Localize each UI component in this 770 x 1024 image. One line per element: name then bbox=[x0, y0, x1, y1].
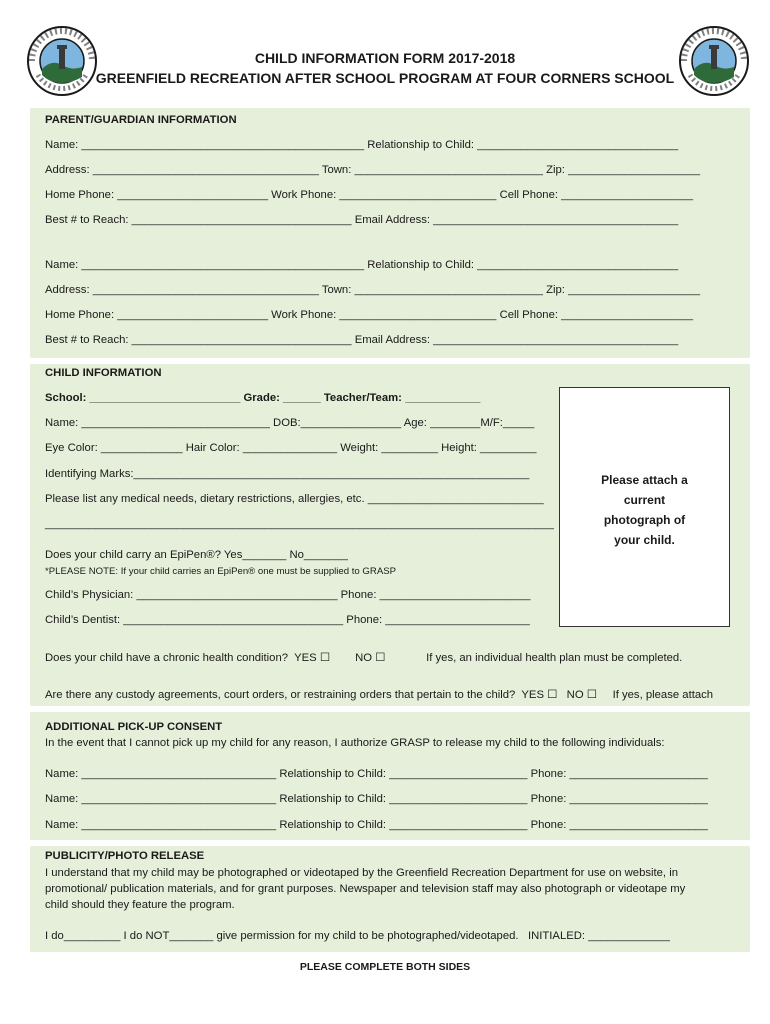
parent-guardian-section bbox=[30, 108, 750, 358]
pickup-intro: In the event that I cannot pick up my child for any reason, I authorize GRASP to release my child to the following individuals: bbox=[45, 737, 665, 749]
medical-needs-field[interactable]: Please list any medical needs, dietary restrictions, allergies, etc. ____________________________ bbox=[45, 493, 544, 505]
pickup-person-3-field[interactable]: Name: _______________________________ Relationship to Child: ______________________ Phone: ______________________ bbox=[45, 819, 708, 831]
epipen-note: *PLEASE NOTE: If your child carries an EpiPen® one must be supplied to GRASP bbox=[45, 566, 397, 577]
guardian1-phone-field[interactable]: Home Phone: ________________________ Work Phone: _________________________ Cell Phone: _____________________ bbox=[45, 189, 694, 201]
release-paragraph-line: promotional/ publication materials, and for grant purposes. Newspaper and television staff may also photograph or videotape my bbox=[45, 883, 686, 895]
release-paragraph-line: child should they feature the program. bbox=[45, 899, 235, 911]
child-name-dob-field[interactable]: Name: ______________________________ DOB:________________ Age: ________M/F:_____ bbox=[45, 417, 535, 429]
form-subtitle: GREENFIELD RECREATION AFTER SCHOOL PROGRAM AT FOUR CORNERS SCHOOL bbox=[95, 70, 675, 86]
release-paragraph-line: I understand that my child may be photographed or videotaped by the Greenfield Recreation Department for use on website, in bbox=[45, 867, 679, 879]
physician-field[interactable]: Child’s Physician: ________________________________ Phone: ________________________ bbox=[45, 589, 531, 601]
pickup-person-1-field[interactable]: Name: _______________________________ Relationship to Child: ______________________ Phone: ______________________ bbox=[45, 768, 708, 780]
dentist-field[interactable]: Child’s Dentist: ___________________________________ Phone: _______________________ bbox=[45, 614, 530, 626]
pickup-person-2-field[interactable]: Name: _______________________________ Relationship to Child: ______________________ Phone: ______________________ bbox=[45, 793, 708, 805]
child-information-section bbox=[30, 364, 750, 706]
guardian2-phone-field[interactable]: Home Phone: ________________________ Work Phone: _________________________ Cell Phone: _____________________ bbox=[45, 309, 694, 321]
epipen-field[interactable]: Does your child carry an EpiPen®? Yes_______ No_______ bbox=[45, 549, 348, 561]
identifying-marks-field[interactable]: Identifying Marks:_______________________________________________________________ bbox=[45, 468, 530, 480]
permission-initial-field[interactable]: I do_________ I do NOT_______ give permission for my child to be photographed/videotaped. INITIALED: _____________ bbox=[45, 930, 670, 942]
chronic-condition-field[interactable]: Does your child have a chronic health condition? YES ☐ NO ☐ If yes, an individual health plan must be completed. bbox=[45, 652, 683, 664]
guardian1-address-field[interactable]: Address: ____________________________________ Town: ______________________________ Zip: _____________________ bbox=[45, 164, 701, 176]
guardian2-contact-field[interactable]: Best # to Reach: ___________________________________ Email Address: _______________________________________ bbox=[45, 334, 679, 346]
section-heading: CHILD INFORMATION bbox=[45, 367, 162, 379]
photo-instructions: Please attach a current photograph of your child. bbox=[601, 473, 688, 547]
section-heading: PUBLICITY/PHOTO RELEASE bbox=[45, 850, 205, 862]
photo-attachment-box[interactable] bbox=[559, 387, 730, 627]
guardian1-name-field[interactable]: Name: _____________________________________________ Relationship to Child: ________________________________ bbox=[45, 139, 679, 151]
publicity-release-section bbox=[30, 846, 750, 952]
physical-description-field[interactable]: Eye Color: _____________ Hair Color: _______________ Weight: _________ Height: _________ bbox=[45, 442, 537, 454]
complete-both-sides-note: PLEASE COMPLETE BOTH SIDES bbox=[299, 961, 471, 973]
custody-field[interactable]: Are there any custody agreements, court orders, or restraining orders that pertain to the child? YES ☐ NO ☐ If yes, please attach bbox=[45, 689, 714, 701]
medical-needs-continued-field[interactable]: _________________________________________________________________________________ bbox=[45, 518, 554, 530]
section-heading: PARENT/GUARDIAN INFORMATION bbox=[45, 114, 237, 126]
pickup-consent-section bbox=[30, 712, 750, 840]
section-heading: ADDITIONAL PICK-UP CONSENT bbox=[45, 721, 223, 733]
form-title: CHILD INFORMATION FORM 2017-2018 bbox=[254, 50, 516, 66]
guardian1-contact-field[interactable]: Best # to Reach: ___________________________________ Email Address: _______________________________________ bbox=[45, 214, 679, 226]
school-grade-teacher-field[interactable]: School: ________________________ Grade: ______ Teacher/Team: ____________ bbox=[45, 392, 481, 404]
guardian2-address-field[interactable]: Address: ____________________________________ Town: ______________________________ Zip: _____________________ bbox=[45, 284, 701, 296]
guardian2-name-field[interactable]: Name: _____________________________________________ Relationship to Child: ________________________________ bbox=[45, 259, 679, 271]
